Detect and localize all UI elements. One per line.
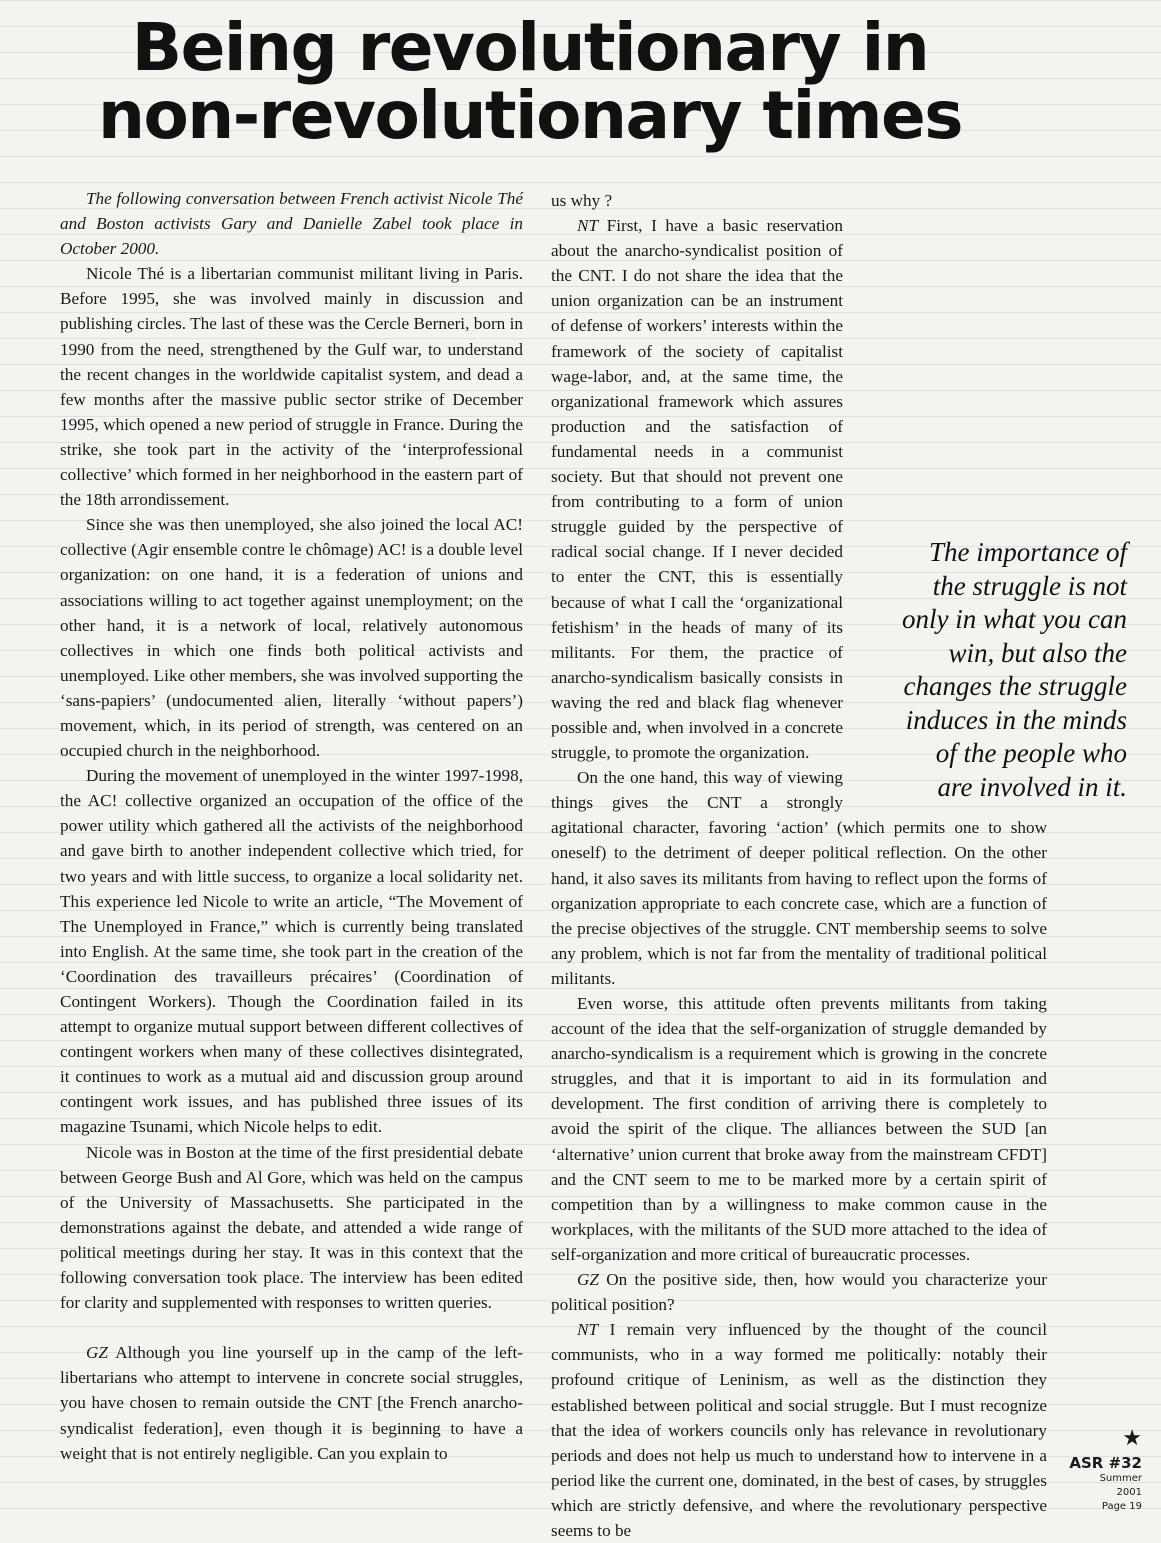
title-line-2: non-revolutionary times bbox=[97, 77, 963, 154]
title-line-1: Being revolutionary in bbox=[131, 9, 929, 86]
speaker-nt: NT bbox=[577, 216, 599, 236]
right-paragraph-4 bbox=[551, 1267, 1047, 1317]
right-paragraph-0: us why ? bbox=[551, 191, 613, 210]
left-paragraph-4: Nicole was in Boston at the time of the first presidential debate between George Bush and Al Gore, which was held on the campus of the University of Massachusetts. She participated in the demonstrations against the debate, and attended a wide range of political meetings during her stay. It was in this context that the following conversation took place. The interview has been edited for clarity and supplemented with responses to written queries. bbox=[60, 1142, 523, 1313]
answer-text-2: I remain very influenced by the thought of the council communists, who in a way formed me politically: notably their profound critique of Leninism, as well as the distinction they established between political and social struggle. But I must recognize that the idea of workers councils only has relevance in revolutionary periods and does not help us much to understand how to intervene in a period like the current one, dominated, in the best of cases, by struggles which are strictly defensive, and where the revolutionary perspective seems to be bbox=[551, 1320, 1047, 1540]
left-paragraph-3: During the movement of unemployed in the winter 1997-1998, the AC! collective organized an occupation of the office of the power utility which gathered all the activists of the neighborhood and gave birth to another independent collective which tried, for two years and with little success, to organize a local solidarity net. This experience led Nicole to write an article, “The Movement of The Unemployed in France,” which is currently being translated into English. At the same time, she took part in the creation of the ‘Coordination des travailleurs précaires’ (Coordination of Contingent Workers). Though the Coordination failed in its attempt to organize mutual support between different collectives of contingent workers when many of these collectives disintegrated, it continues to work as a mutual aid and discussion group around contingent work issues, and has published three issues of its magazine Tsunami, which Nicole helps to edit. bbox=[60, 766, 523, 1137]
left-paragraph-1: Nicole Thé is a libertarian communist militant living in Paris. Before 1995, she was involved mainly in discussion and publishing circles. The last of these was the Cercle Berneri, born in 1990 from the need, strengthened by the Gulf war, to understand the recent changes in the worldwide capitalist system, and dead a few months after the massive public sector strike of December 1995, which opened a new period of struggle in France. During the strike, she took part in the activity of the ‘interprofessional collective’ which formed in her neighborhood in the eastern part of the 18th arrondissement. bbox=[60, 264, 523, 510]
right-paragraph-3: Even worse, this attitude often prevents militants from taking account of the idea that the self-organization of struggle demanded by anarcho-syndicalism is a requirement which is growing in the concrete struggles, and that it is important to aid in its formulation and development. The first condition of arriving there is completely to avoid the spirit of the clique. The alliances between the SUD [an ‘alternative’ union current that broke away from the mainstream CFDT] and the CNT seem to me to be marked more by a certain spirit of competition than by a willingness to make common cause in the workplaces, with the militants of the SUD more attached to the idea of self-organization and more critical of bureaucratic processes. bbox=[551, 994, 1047, 1264]
speaker-gz: GZ bbox=[86, 1343, 108, 1363]
speaker-nt: NT bbox=[577, 1320, 599, 1340]
speaker-gz: GZ bbox=[577, 1270, 599, 1290]
publication-issue: ASR #32 bbox=[1069, 1454, 1142, 1472]
right-paragraph-2: On the one hand, this way of viewing things gives the CNT a strongly agitational character, favoring ‘action’ (which permits one to show oneself) to the detriment of deeper political reflection. On the other hand, it also saves its militants from having to reflect upon the forms of organization appropriate to each concrete case, which are a function of the precise objectives of the struggle. CNT membership seems to solve any problem, which is not far from the mentality of traditional political militants. bbox=[551, 768, 1047, 988]
answer-text-1: First, I have a basic reservation about the anarcho-syndicalist position of the CNT. I do not share the idea that the union organization can be an instrument of defense of workers’ interests within the framework of the society of capitalist wage-labor, and, at the same time, the organizational framework which assures production and the satisfaction of fundamental needs in a communist society. But that should not prevent one from contributing to a form of union struggle guided by the perspective of radical social change. If I never decided to enter the CNT, this is essentially because of what I call the ‘organizational fetishism’ in the heads of many of its militants. For them, the practice of anarcho-syndicalism basically consists in waving the red and black flag whenever possible and, when involved in a concrete struggle, to promote the organization. bbox=[551, 216, 843, 763]
star-icon: ★ bbox=[1122, 1426, 1142, 1451]
question-text: Although you line yourself up in the camp of the left-libertarians who attempt to intervene in concrete social struggles, you have chosen to remain outside the CNT [the French anarcho-syndicalist federation], even though it is beginning to have a weight that is not entirely negligible. Can you explain to bbox=[60, 1343, 523, 1463]
issue-season: Summer bbox=[1099, 1473, 1142, 1484]
article-title bbox=[0, 9, 1060, 154]
left-column bbox=[60, 186, 523, 1466]
right-paragraph-5 bbox=[551, 1317, 1047, 1543]
left-paragraph-5 bbox=[60, 1340, 523, 1465]
question-text-2: On the positive side, then, how would you characterize your political position? bbox=[551, 1270, 1047, 1315]
intro-paragraph: The following conversation between French activist Nicole Thé and Boston activists Gary and Danielle Zabel took place in October 2000. bbox=[60, 189, 523, 259]
pull-quote: The importance of the struggle is not only in what you can win, but also the changes the struggle induces in the minds of the people who are involved in it. bbox=[902, 537, 1127, 802]
left-paragraph-2: Since she was then unemployed, she also joined the local AC! collective (Agir ensemble contre le chômage) AC! is a double level organization: on one hand, it is a federation of unions and associations willing to act together against unemployment; on the other hand, it is a network of local, relatively autonomous collectives in which one finds both political activists and unemployed. Like other members, she was involved supporting the ‘sans-papiers’ (undocumented alien, literally ‘without papers’) movement, which, in its period of strength, was centered on an occupied church in the neighborhood. bbox=[60, 515, 523, 761]
page-footer bbox=[1062, 1428, 1142, 1514]
issue-year: 2001 bbox=[1116, 1487, 1142, 1498]
right-column bbox=[551, 188, 1047, 1543]
page-number: Page 19 bbox=[1101, 1501, 1142, 1512]
